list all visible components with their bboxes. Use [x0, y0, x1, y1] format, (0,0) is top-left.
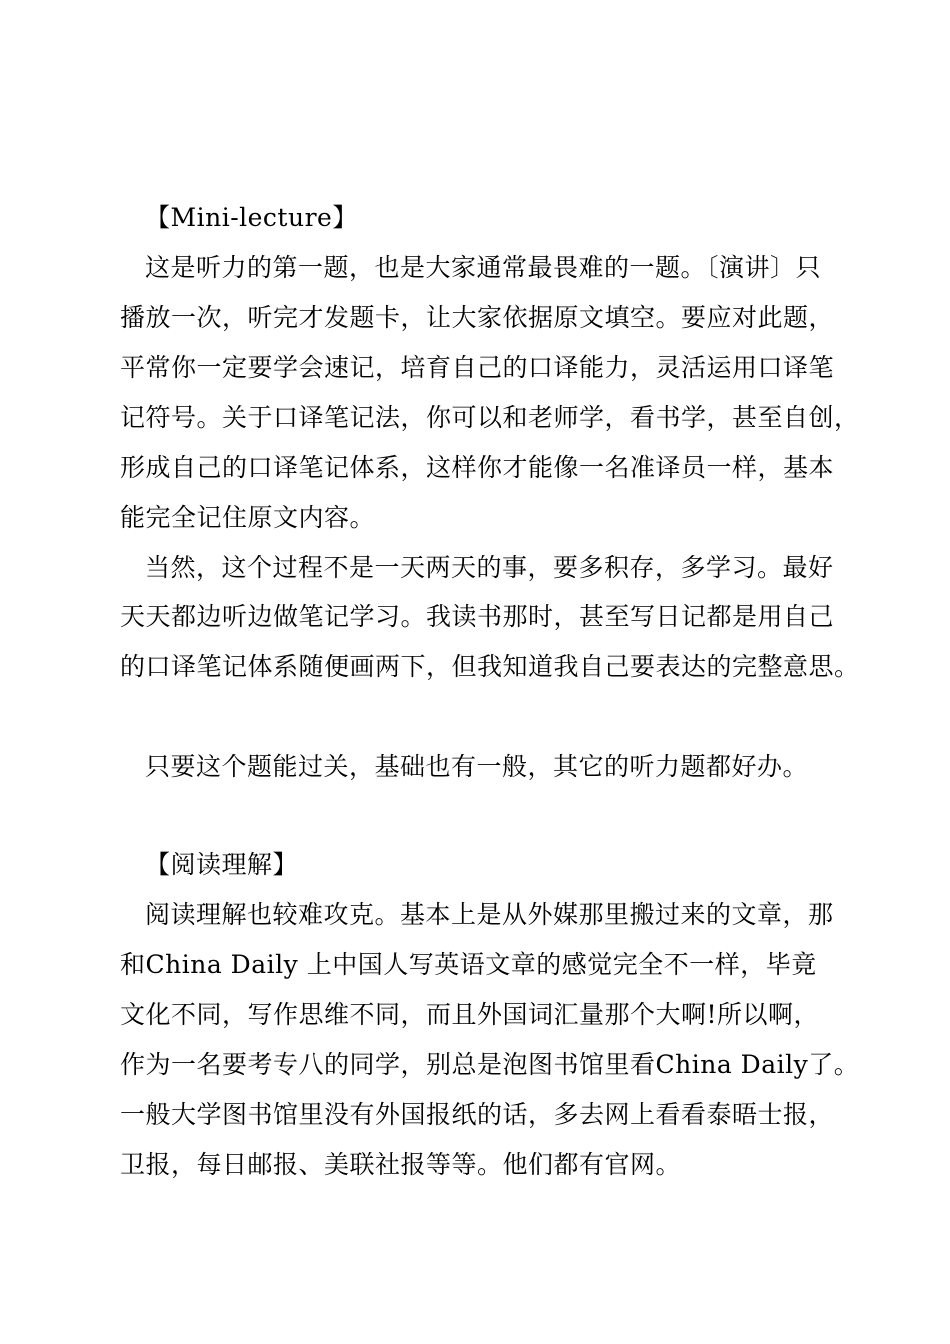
paragraph-line: 播放一次，听完才发题卡，让大家依据原文填空。要应对此题，	[120, 303, 835, 332]
paragraph-line: 文化不同，写作思维不同，而且外国词汇量那个大啊!所以啊，	[120, 1000, 820, 1029]
paragraph-line: 能完全记住原文内容。	[120, 503, 376, 532]
paragraph-line: 卫报，每日邮报、美联社报等等。他们都有官网。	[120, 1150, 682, 1179]
section-heading-reading: 【阅读理解】	[145, 850, 299, 879]
paragraph-line: 的口译笔记体系随便画两下，但我知道我自己要表达的完整意思。	[120, 652, 860, 681]
paragraph-line: 这是听力的第一题，也是大家通常最畏难的一题。〔演讲〕只	[145, 253, 822, 282]
paragraph-line: 一般大学图书馆里没有外国报纸的话，多去网上看看泰晤士报，	[120, 1100, 835, 1129]
paragraph-line: 作为一名要考专八的同学，别总是泡图书馆里看China Daily了。	[120, 1050, 860, 1079]
paragraph-line: 只要这个题能过关，基础也有一般，其它的听力题都好办。	[145, 752, 809, 781]
paragraph-line: 和China Daily 上中国人写英语文章的感觉完全不一样，毕竟	[120, 950, 817, 979]
paragraph-line: 天天都边听边做笔记学习。我读书那时，甚至写日记都是用自己	[120, 602, 835, 631]
paragraph-line: 形成自己的口译笔记体系，这样你才能像一名准译员一样，基本	[120, 453, 835, 482]
paragraph-line: 记符号。关于口译笔记法，你可以和老师学，看书学，甚至自创，	[120, 403, 860, 432]
paragraph-line: 阅读理解也较难攻克。基本上是从外媒那里搬过来的文章，那	[145, 900, 834, 929]
paragraph-line: 当然，这个过程不是一天两天的事，要多积存，多学习。最好	[145, 553, 834, 582]
section-heading-mini-lecture: 【Mini-lecture】	[145, 203, 358, 232]
paragraph-line: 平常你一定要学会速记，培育自己的口译能力，灵活运用口译笔	[120, 353, 835, 382]
